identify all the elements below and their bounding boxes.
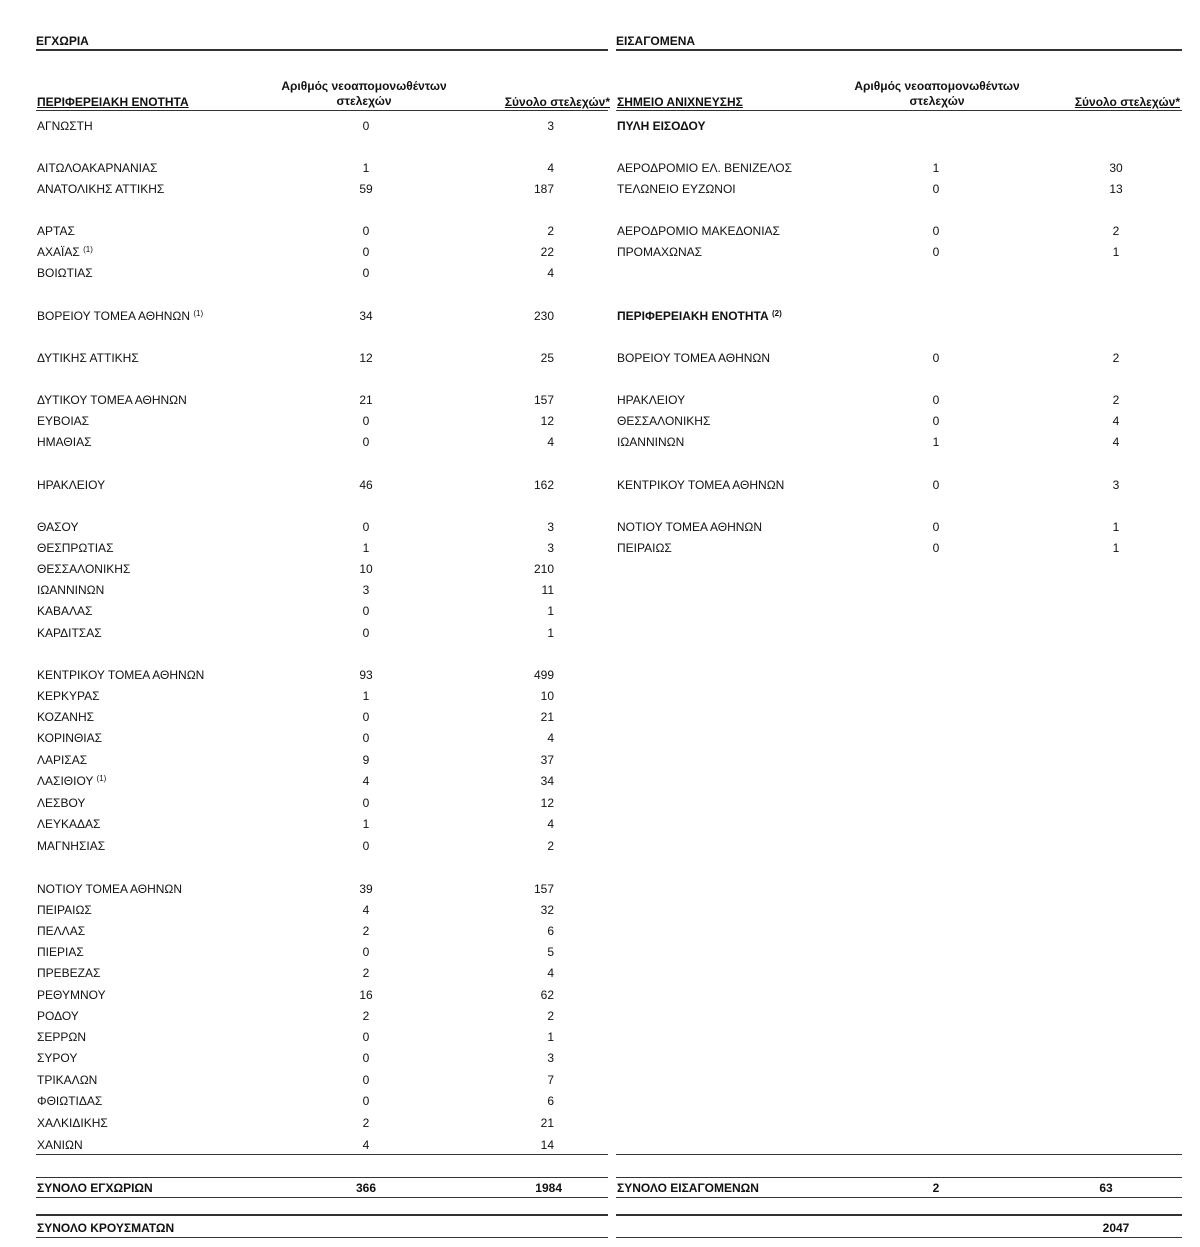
row-name bbox=[37, 180, 164, 198]
row-name-text: ΛΕΥΚΑΔΑΣ bbox=[37, 817, 101, 831]
row-new-value: 9 bbox=[362, 753, 370, 767]
row-total-value: 4 bbox=[1112, 414, 1120, 428]
table-row bbox=[616, 243, 1182, 261]
row-total-value: 22 bbox=[540, 245, 554, 259]
row-new-value: 0 bbox=[362, 1094, 370, 1108]
row-name bbox=[617, 159, 792, 177]
row-total-value: 2 bbox=[1112, 393, 1120, 407]
row-name-text: ΧΑΛΚΙΔΙΚΗΣ bbox=[37, 1116, 108, 1130]
row-new-value: 0 bbox=[932, 393, 940, 407]
table-row bbox=[36, 751, 608, 769]
row-total-value: 4 bbox=[547, 731, 554, 745]
row-name bbox=[617, 243, 702, 261]
row-name-text: ΗΡΑΚΛΕΙΟΥ bbox=[617, 393, 686, 407]
table-row bbox=[616, 222, 1182, 240]
row-total-value: 21 bbox=[540, 1116, 554, 1130]
row-total-value: 4 bbox=[547, 161, 554, 175]
cases-total-label: ΣΥΝΟΛΟ ΚΡΟΥΣΜΑΤΩΝ bbox=[37, 1221, 175, 1235]
col-new-header bbox=[264, 79, 464, 109]
row-new-value: 0 bbox=[932, 245, 940, 259]
table-row bbox=[36, 349, 608, 367]
row-total-value: 34 bbox=[540, 774, 554, 788]
col-new-header-imported bbox=[832, 79, 1042, 109]
row-name bbox=[37, 602, 92, 620]
cases-total-value: 2047 bbox=[1102, 1221, 1130, 1235]
row-name bbox=[37, 412, 89, 430]
table-row bbox=[616, 307, 1182, 325]
row-total-value: 3 bbox=[1112, 478, 1120, 492]
row-name-text: ΛΑΣΙΘΙΟΥ bbox=[37, 774, 94, 788]
row-new-value: 34 bbox=[359, 309, 373, 323]
row-name bbox=[37, 708, 94, 726]
domestic-total-total: 1984 bbox=[535, 1181, 562, 1195]
row-total-value: 499 bbox=[533, 668, 554, 682]
row-total-value: 14 bbox=[540, 1138, 554, 1152]
table-row bbox=[36, 624, 608, 642]
table-row bbox=[36, 708, 608, 726]
row-name-text: ΚΟΖΑΝΗΣ bbox=[37, 710, 95, 724]
row-total-value: 1 bbox=[1112, 245, 1120, 259]
table-row bbox=[36, 794, 608, 812]
row-name-text: ΣΕΡΡΩΝ bbox=[37, 1030, 87, 1044]
table-row bbox=[36, 391, 608, 409]
table-row bbox=[36, 412, 608, 430]
row-name bbox=[617, 539, 672, 557]
row-name bbox=[37, 794, 85, 812]
row-name bbox=[37, 964, 100, 982]
row-name bbox=[37, 539, 113, 557]
row-total-value: 2 bbox=[1112, 224, 1120, 238]
imported-rows-end-line bbox=[616, 1154, 1182, 1155]
table-row bbox=[36, 666, 608, 684]
row-total-value: 7 bbox=[547, 1073, 554, 1087]
cases-bottom-line-right bbox=[616, 1237, 1182, 1238]
imported-header bbox=[616, 78, 1182, 111]
table-row bbox=[616, 433, 1182, 451]
row-name-text: ΠΙΕΡΙΑΣ bbox=[37, 945, 84, 959]
row-new-value: 0 bbox=[362, 119, 370, 133]
row-new-value: 16 bbox=[359, 988, 373, 1002]
table-row bbox=[36, 159, 608, 177]
imported-total-label: ΣΥΝΟΛΟ ΕΙΣΑΓΟΜΕΝΩΝ bbox=[617, 1181, 759, 1195]
row-name-text: ΑΕΡΟΔΡΟΜΙΟ ΕΛ. ΒΕΝΙΖΕΛΟΣ bbox=[617, 161, 792, 175]
col-new-header-imported-text: Αριθμός νεοαπομονωθέντων στελεχών bbox=[854, 79, 1020, 108]
row-total-value: 157 bbox=[533, 393, 554, 407]
row-new-value: 10 bbox=[359, 562, 373, 576]
row-name-text: ΝΟΤΙΟΥ ΤΟΜΕΑ ΑΘΗΝΩΝ bbox=[37, 882, 183, 896]
row-new-value: 0 bbox=[362, 945, 370, 959]
row-name bbox=[37, 1114, 108, 1132]
row-name-text: ΛΑΡΙΣΑΣ bbox=[37, 753, 88, 767]
row-total-value: 1 bbox=[1112, 541, 1120, 555]
row-new-value: 0 bbox=[362, 626, 370, 640]
row-name bbox=[37, 1136, 83, 1154]
row-footnote-marker: (1) bbox=[96, 774, 107, 783]
row-total-value: 12 bbox=[540, 796, 554, 810]
table-row bbox=[36, 729, 608, 747]
table-row bbox=[36, 307, 608, 325]
row-new-value: 0 bbox=[362, 1051, 370, 1065]
row-new-value: 0 bbox=[932, 182, 940, 196]
row-name-text: ΙΩΑΝΝΙΝΩΝ bbox=[617, 435, 685, 449]
table-row bbox=[616, 518, 1182, 536]
imported-total-row bbox=[616, 1179, 1182, 1197]
row-name-text: ΔΥΤΙΚΗΣ ΑΤΤΙΚΗΣ bbox=[37, 351, 139, 365]
table-row bbox=[36, 1007, 608, 1025]
row-new-value: 39 bbox=[359, 882, 373, 896]
cases-total-value-row bbox=[616, 1219, 1182, 1237]
row-name-text: ΠΥΛΗ ΕΙΣΟΔΟΥ bbox=[617, 119, 706, 133]
row-name-text: ΑΡΤΑΣ bbox=[37, 224, 75, 238]
row-new-value: 2 bbox=[362, 966, 370, 980]
row-name bbox=[37, 943, 84, 961]
table-row bbox=[36, 1114, 608, 1132]
row-total-value: 32 bbox=[540, 903, 554, 917]
row-name-text: ΔΥΤΙΚΟΥ ΤΟΜΕΑ ΑΘΗΝΩΝ bbox=[37, 393, 187, 407]
row-new-value: 1 bbox=[362, 541, 370, 555]
row-total-value: 4 bbox=[547, 266, 554, 280]
row-name-text: ΝΟΤΙΟΥ ΤΟΜΕΑ ΑΘΗΝΩΝ bbox=[617, 520, 763, 534]
row-new-value: 4 bbox=[362, 774, 370, 788]
row-name-text: ΒΟΡΕΙΟΥ ΤΟΜΕΑ ΑΘΗΝΩΝ bbox=[37, 309, 191, 323]
row-total-value: 4 bbox=[1112, 435, 1120, 449]
table-row bbox=[36, 539, 608, 557]
row-new-value: 0 bbox=[362, 731, 370, 745]
table-row bbox=[616, 412, 1182, 430]
table-row bbox=[36, 943, 608, 961]
row-total-value: 30 bbox=[1109, 161, 1123, 175]
row-total-value: 10 bbox=[540, 689, 554, 703]
row-new-value: 0 bbox=[362, 710, 370, 724]
row-name bbox=[37, 624, 102, 642]
row-name-text: ΚΟΡΙΝΘΙΑΣ bbox=[37, 731, 103, 745]
row-new-value: 0 bbox=[362, 1073, 370, 1087]
row-name bbox=[37, 518, 79, 536]
domestic-header bbox=[36, 78, 608, 111]
cases-total-row bbox=[36, 1219, 608, 1237]
row-name bbox=[37, 391, 187, 409]
row-name bbox=[37, 880, 182, 898]
row-total-value: 3 bbox=[547, 520, 554, 534]
row-name-text: ΚΕΝΤΡΙΚΟΥ ΤΟΜΕΑ ΑΘΗΝΩΝ bbox=[617, 478, 785, 492]
row-total-value: 2 bbox=[1112, 351, 1120, 365]
table-row bbox=[36, 518, 608, 536]
row-new-value: 59 bbox=[359, 182, 373, 196]
row-name bbox=[37, 581, 104, 599]
row-name bbox=[617, 476, 784, 494]
row-total-value: 4 bbox=[547, 435, 554, 449]
row-total-value: 13 bbox=[1109, 182, 1123, 196]
row-name-text: ΣΥΡΟΥ bbox=[37, 1051, 78, 1065]
row-total-value: 210 bbox=[533, 562, 554, 576]
table-row bbox=[616, 391, 1182, 409]
domestic-total-new: 366 bbox=[355, 1181, 377, 1195]
row-new-value: 1 bbox=[362, 689, 370, 703]
row-name-text: ΚΑΒΑΛΑΣ bbox=[37, 604, 93, 618]
table-row bbox=[36, 560, 608, 578]
row-total-value: 2 bbox=[547, 839, 554, 853]
row-total-value: 6 bbox=[547, 924, 554, 938]
col-new-header-text: Αριθμός νεοαπομονωθέντων στελεχών bbox=[281, 79, 447, 108]
row-total-value: 1 bbox=[547, 1030, 554, 1044]
row-total-value: 21 bbox=[540, 710, 554, 724]
row-name-text: ΒΟΡΕΙΟΥ ΤΟΜΕΑ ΑΘΗΝΩΝ bbox=[617, 351, 771, 365]
row-name-text: ΒΟΙΩΤΙΑΣ bbox=[37, 266, 93, 280]
row-name bbox=[37, 560, 130, 578]
row-name-text: ΙΩΑΝΝΙΝΩΝ bbox=[37, 583, 105, 597]
row-total-value: 6 bbox=[547, 1094, 554, 1108]
table-row bbox=[616, 117, 1182, 135]
row-total-value: 157 bbox=[533, 882, 554, 896]
row-total-value: 37 bbox=[540, 753, 554, 767]
row-name-text: ΧΑΝΙΩΝ bbox=[37, 1138, 83, 1152]
cases-top-line-right bbox=[616, 1214, 1182, 1216]
table-row bbox=[36, 602, 608, 620]
row-total-value: 4 bbox=[547, 966, 554, 980]
table-row bbox=[616, 476, 1182, 494]
row-name-text: ΚΕΝΤΡΙΚΟΥ ΤΟΜΕΑ ΑΘΗΝΩΝ bbox=[37, 668, 205, 682]
imported-total-bottom-line bbox=[616, 1197, 1182, 1198]
row-name-text: ΕΥΒΟΙΑΣ bbox=[37, 414, 90, 428]
cases-top-line bbox=[36, 1214, 608, 1216]
row-name bbox=[37, 1007, 79, 1025]
row-footnote-marker: (1) bbox=[193, 309, 204, 318]
row-name bbox=[37, 1049, 77, 1067]
table-row bbox=[36, 1092, 608, 1110]
row-new-value: 1 bbox=[362, 817, 370, 831]
row-total-value: 2 bbox=[547, 1009, 554, 1023]
table-row bbox=[36, 264, 608, 282]
row-name bbox=[617, 222, 780, 240]
row-new-value: 0 bbox=[932, 541, 940, 555]
row-new-value: 1 bbox=[932, 161, 940, 175]
table-row bbox=[36, 243, 608, 261]
row-total-value: 3 bbox=[547, 541, 554, 555]
row-name bbox=[617, 518, 762, 536]
row-name bbox=[617, 180, 736, 198]
row-name-text: ΛΕΣΒΟΥ bbox=[37, 796, 86, 810]
row-name-text: ΠΕΛΛΑΣ bbox=[37, 924, 86, 938]
row-name bbox=[37, 837, 105, 855]
row-name-text: ΚΑΡΔΙΤΣΑΣ bbox=[37, 626, 102, 640]
row-new-value: 0 bbox=[932, 520, 940, 534]
row-total-value: 3 bbox=[547, 119, 554, 133]
table-row bbox=[36, 476, 608, 494]
row-name-text: ΑΧΑΪΑΣ bbox=[37, 245, 80, 259]
row-name bbox=[37, 751, 87, 769]
row-name bbox=[37, 433, 92, 451]
row-name bbox=[37, 729, 102, 747]
row-name bbox=[37, 243, 93, 261]
table-row bbox=[36, 1136, 608, 1154]
row-new-value: 2 bbox=[362, 1116, 370, 1130]
row-name-text: ΘΑΣΟΥ bbox=[37, 520, 79, 534]
row-name-text: ΡΕΘΥΜΝΟΥ bbox=[37, 988, 106, 1002]
table-row bbox=[36, 986, 608, 1004]
row-name bbox=[37, 815, 100, 833]
table-row bbox=[36, 1049, 608, 1067]
row-new-value: 0 bbox=[362, 414, 370, 428]
table-row bbox=[36, 222, 608, 240]
domestic-total-row bbox=[36, 1179, 608, 1197]
row-new-value: 2 bbox=[362, 1009, 370, 1023]
row-name bbox=[37, 159, 157, 177]
row-total-value: 1 bbox=[547, 604, 554, 618]
row-name bbox=[37, 666, 204, 684]
imported-total-top-line bbox=[616, 1177, 1182, 1178]
row-total-value: 11 bbox=[541, 583, 554, 597]
row-new-value: 0 bbox=[362, 796, 370, 810]
domestic-total-bottom-line bbox=[36, 1197, 608, 1198]
table-row bbox=[36, 180, 608, 198]
row-new-value: 0 bbox=[362, 435, 370, 449]
row-name bbox=[37, 476, 105, 494]
row-name-text: ΤΡΙΚΑΛΩΝ bbox=[37, 1073, 98, 1087]
table-row bbox=[36, 772, 608, 790]
row-total-value: 1 bbox=[547, 626, 554, 640]
row-total-value: 187 bbox=[533, 182, 554, 196]
row-name bbox=[617, 412, 710, 430]
row-name-text: ΘΕΣΣΑΛΟΝΙΚΗΣ bbox=[37, 562, 131, 576]
row-new-value: 2 bbox=[362, 924, 370, 938]
row-name bbox=[617, 349, 770, 367]
row-new-value: 0 bbox=[932, 224, 940, 238]
row-name-text: ΑΓΝΩΣΤΗ bbox=[37, 119, 93, 133]
row-name bbox=[617, 307, 782, 325]
row-new-value: 0 bbox=[362, 520, 370, 534]
cases-bottom-line bbox=[36, 1237, 608, 1238]
row-new-value: 1 bbox=[932, 435, 940, 449]
col-total-header-imported: Σύνολο στελεχών* bbox=[1074, 95, 1180, 109]
row-total-value: 25 bbox=[540, 351, 554, 365]
row-new-value: 0 bbox=[362, 224, 370, 238]
row-total-value: 4 bbox=[547, 817, 554, 831]
row-name bbox=[37, 1092, 102, 1110]
imported-total-total: 63 bbox=[1099, 1181, 1113, 1195]
row-name-text: ΤΕΛΩΝΕΙΟ ΕΥΖΩΝΟΙ bbox=[617, 182, 736, 196]
row-name-text: ΠΡΕΒΕΖΑΣ bbox=[37, 966, 101, 980]
table-row bbox=[616, 159, 1182, 177]
row-new-value: 0 bbox=[932, 478, 940, 492]
row-name-text: ΗΡΑΚΛΕΙΟΥ bbox=[37, 478, 106, 492]
table-row bbox=[36, 922, 608, 940]
row-total-value: 3 bbox=[547, 1051, 554, 1065]
table-row bbox=[36, 1071, 608, 1089]
row-name bbox=[37, 307, 203, 325]
row-name-text: ΘΕΣΠΡΩΤΙΑΣ bbox=[37, 541, 114, 555]
domestic-rows-end-line bbox=[36, 1154, 608, 1155]
row-name-text: ΑΕΡΟΔΡΟΜΙΟ ΜΑΚΕΔΟΝΙΑΣ bbox=[617, 224, 780, 238]
table-row bbox=[36, 901, 608, 919]
row-new-value: 0 bbox=[362, 245, 370, 259]
row-name-text: ΜΑΓΝΗΣΙΑΣ bbox=[37, 839, 106, 853]
row-name-text: ΘΕΣΣΑΛΟΝΙΚΗΣ bbox=[617, 414, 711, 428]
row-new-value: 46 bbox=[359, 478, 373, 492]
row-name bbox=[37, 901, 92, 919]
table-row bbox=[36, 581, 608, 599]
row-name bbox=[617, 433, 684, 451]
row-name-text: ΑΝΑΤΟΛΙΚΗΣ ΑΤΤΙΚΗΣ bbox=[37, 182, 165, 196]
table-row bbox=[36, 815, 608, 833]
table-row bbox=[36, 1028, 608, 1046]
row-name-text: ΠΕΡΙΦΕΡΕΙΑΚΗ ΕΝΟΤΗΤΑ bbox=[617, 309, 769, 323]
row-new-value: 1 bbox=[362, 161, 370, 175]
row-new-value: 21 bbox=[359, 393, 373, 407]
row-name-text: ΠΕΙΡΑΙΩΣ bbox=[617, 541, 672, 555]
row-new-value: 4 bbox=[362, 903, 370, 917]
imported-title: ΕΙΣΑΓΟΜΕΝΑ bbox=[616, 34, 1182, 51]
row-footnote-marker: (2) bbox=[771, 309, 782, 318]
row-total-value: 162 bbox=[533, 478, 554, 492]
imported-total-new: 2 bbox=[932, 1181, 940, 1195]
row-name bbox=[37, 349, 139, 367]
row-new-value: 0 bbox=[362, 1030, 370, 1044]
domestic-title: ΕΓΧΩΡΙΑ bbox=[36, 34, 608, 51]
row-name bbox=[37, 687, 100, 705]
row-name-text: ΗΜΑΘΙΑΣ bbox=[37, 435, 92, 449]
col-region-header: ΠΕΡΙΦΕΡΕΙΑΚΗ ΕΝΟΤΗΤΑ bbox=[37, 95, 189, 109]
table-row bbox=[616, 539, 1182, 557]
col-point-header: ΣΗΜΕΙΟ ΑΝΙΧΝΕΥΣΗΣ bbox=[617, 95, 743, 109]
row-name-text: ΑΙΤΩΛΟΑΚΑΡΝΑΝΙΑΣ bbox=[37, 161, 158, 175]
row-name-text: ΡΟΔΟΥ bbox=[37, 1009, 79, 1023]
row-new-value: 0 bbox=[932, 351, 940, 365]
row-new-value: 12 bbox=[359, 351, 373, 365]
row-name-text: ΠΕΙΡΑΙΩΣ bbox=[37, 903, 92, 917]
row-footnote-marker: (1) bbox=[83, 245, 93, 254]
table-row bbox=[36, 433, 608, 451]
row-name bbox=[617, 391, 685, 409]
row-name bbox=[37, 117, 93, 135]
table-row bbox=[36, 880, 608, 898]
table-row bbox=[36, 117, 608, 135]
row-total-value: 2 bbox=[547, 224, 554, 238]
row-new-value: 0 bbox=[362, 604, 370, 618]
row-new-value: 0 bbox=[362, 266, 370, 280]
row-name bbox=[37, 772, 106, 790]
domestic-total-top-line bbox=[36, 1177, 608, 1178]
row-name bbox=[37, 1028, 86, 1046]
domestic-total-label: ΣΥΝΟΛΟ ΕΓΧΩΡΙΩΝ bbox=[37, 1181, 153, 1195]
row-new-value: 0 bbox=[932, 414, 940, 428]
row-name bbox=[37, 1071, 97, 1089]
row-total-value: 62 bbox=[540, 988, 554, 1002]
table-row bbox=[36, 837, 608, 855]
row-total-value: 5 bbox=[547, 945, 554, 959]
table-row bbox=[36, 687, 608, 705]
row-name-text: ΚΕΡΚΥΡΑΣ bbox=[37, 689, 100, 703]
row-new-value: 4 bbox=[362, 1138, 370, 1152]
row-total-value: 1 bbox=[1112, 520, 1120, 534]
row-name-text: ΠΡΟΜΑΧΩΝΑΣ bbox=[617, 245, 703, 259]
table-row bbox=[616, 349, 1182, 367]
row-total-value: 230 bbox=[533, 309, 554, 323]
row-name bbox=[37, 922, 85, 940]
row-new-value: 93 bbox=[359, 668, 373, 682]
row-name bbox=[37, 986, 106, 1004]
row-name bbox=[37, 264, 93, 282]
row-new-value: 3 bbox=[362, 583, 370, 597]
row-total-value: 12 bbox=[540, 414, 554, 428]
row-name-text: ΦΘΙΩΤΙΔΑΣ bbox=[37, 1094, 103, 1108]
col-total-header: Σύνολο στελεχών* bbox=[504, 95, 610, 109]
table-row bbox=[616, 180, 1182, 198]
row-new-value: 0 bbox=[362, 839, 370, 853]
table-row bbox=[36, 964, 608, 982]
row-name bbox=[617, 117, 705, 135]
row-name bbox=[37, 222, 75, 240]
